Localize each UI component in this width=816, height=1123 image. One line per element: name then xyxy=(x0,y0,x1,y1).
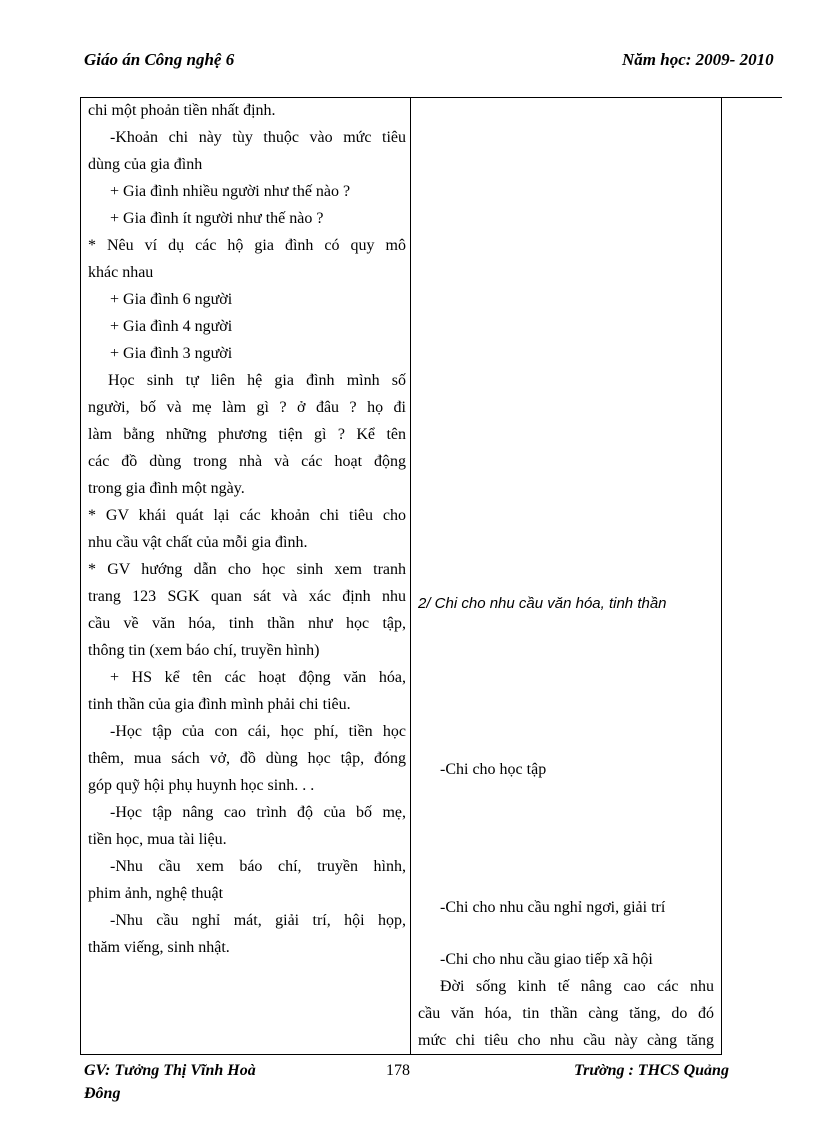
left-line: Học sinh tự liên hệ gia đình mình số xyxy=(108,372,406,389)
left-line: trong gia đình một ngày. xyxy=(88,480,245,497)
left-line: * GV khái quát lại các khoản chi tiêu cho xyxy=(88,507,406,524)
table-border-left xyxy=(80,97,81,1055)
left-line: thông tin (xem báo chí, truyền hình) xyxy=(88,642,320,659)
left-line: + Gia đình nhiều người như thế nào ? xyxy=(110,183,351,200)
left-line: * Nêu ví dụ các hộ gia đình có quy mô xyxy=(88,237,406,254)
content-table xyxy=(80,97,722,1055)
right-item: -Chi cho học tập xyxy=(440,761,547,778)
left-line: + Gia đình ít người như thế nào ? xyxy=(110,210,324,227)
right-paragraph-line: Đời sống kinh tế nâng cao các nhu xyxy=(440,978,714,995)
left-line: người, bố và mẹ làm gì ? ở đâu ? họ đi xyxy=(88,399,406,416)
left-line: -Khoản chi này tùy thuộc vào mức tiêu xyxy=(110,129,406,146)
left-line: tinh thần của gia đình mình phải chi tiêu. xyxy=(88,696,351,713)
left-line: + HS kể tên các hoạt động văn hóa, xyxy=(110,669,406,686)
left-line: thêm, mua sách vở, đồ dùng học tập, đóng xyxy=(88,750,406,767)
table-column-divider xyxy=(410,97,411,1055)
left-line: * GV hướng dẫn cho học sinh xem tranh xyxy=(88,561,406,578)
right-paragraph-line: mức chi tiêu cho nhu cầu này càng tăng xyxy=(418,1032,714,1049)
left-line: -Nhu cầu nghỉ mát, giải trí, hội họp, xyxy=(110,912,406,929)
footer-teacher: GV: Tưởng Thị Vĩnh Hoà xyxy=(84,1062,256,1079)
footer-school: Trường : THCS Quảng xyxy=(574,1062,729,1079)
left-line: + Gia đình 6 người xyxy=(110,291,233,308)
table-border-right xyxy=(721,97,722,1055)
left-line: nhu cầu vật chất của mỗi gia đình. xyxy=(88,534,308,551)
right-paragraph-line: cầu văn hóa, tin thần càng tăng, do đó xyxy=(418,1005,714,1022)
left-line: -Học tập nâng cao trình độ của bố mẹ, xyxy=(110,804,406,821)
left-line: làm bằng những phương tiện gì ? Kể tên xyxy=(88,426,406,443)
left-line: phim ảnh, nghệ thuật xyxy=(88,885,224,902)
left-line: các đồ dùng trong nhà và các hoạt động xyxy=(88,453,406,470)
page-number: 178 xyxy=(386,1062,410,1079)
left-line: + Gia đình 4 người xyxy=(110,318,233,335)
left-line: thăm viếng, sinh nhật. xyxy=(88,939,230,956)
left-line: + Gia đình 3 người xyxy=(110,345,233,362)
left-line: dùng của gia đình xyxy=(88,156,203,173)
table-border-bottom xyxy=(80,1054,722,1055)
left-line: khác nhau xyxy=(88,264,154,281)
left-line: chi một phoản tiền nhất định. xyxy=(88,102,276,119)
left-line: tiền học, mua tài liệu. xyxy=(88,831,227,848)
section-heading: 2/ Chi cho nhu cầu văn hóa, tinh thần xyxy=(418,595,667,612)
right-item: -Chi cho nhu cầu giao tiếp xã hội xyxy=(440,951,653,968)
header-school-year: Năm học: 2009- 2010 xyxy=(622,50,774,69)
left-line: -Học tập của con cái, học phí, tiền học xyxy=(110,723,406,740)
header-title: Giáo án Công nghệ 6 xyxy=(84,50,235,69)
right-item: -Chi cho nhu cầu nghỉ ngơi, giải trí xyxy=(440,899,666,916)
left-line: cầu về văn hóa, tinh thần như học tập, xyxy=(88,615,406,632)
footer-teacher-cont: Đông xyxy=(84,1085,121,1102)
left-line: góp quỹ hội phụ huynh học sinh. . . xyxy=(88,777,315,794)
left-line: trang 123 SGK quan sát và xác định nhu xyxy=(88,588,406,605)
left-line: -Nhu cầu xem báo chí, truyền hình, xyxy=(110,858,406,875)
